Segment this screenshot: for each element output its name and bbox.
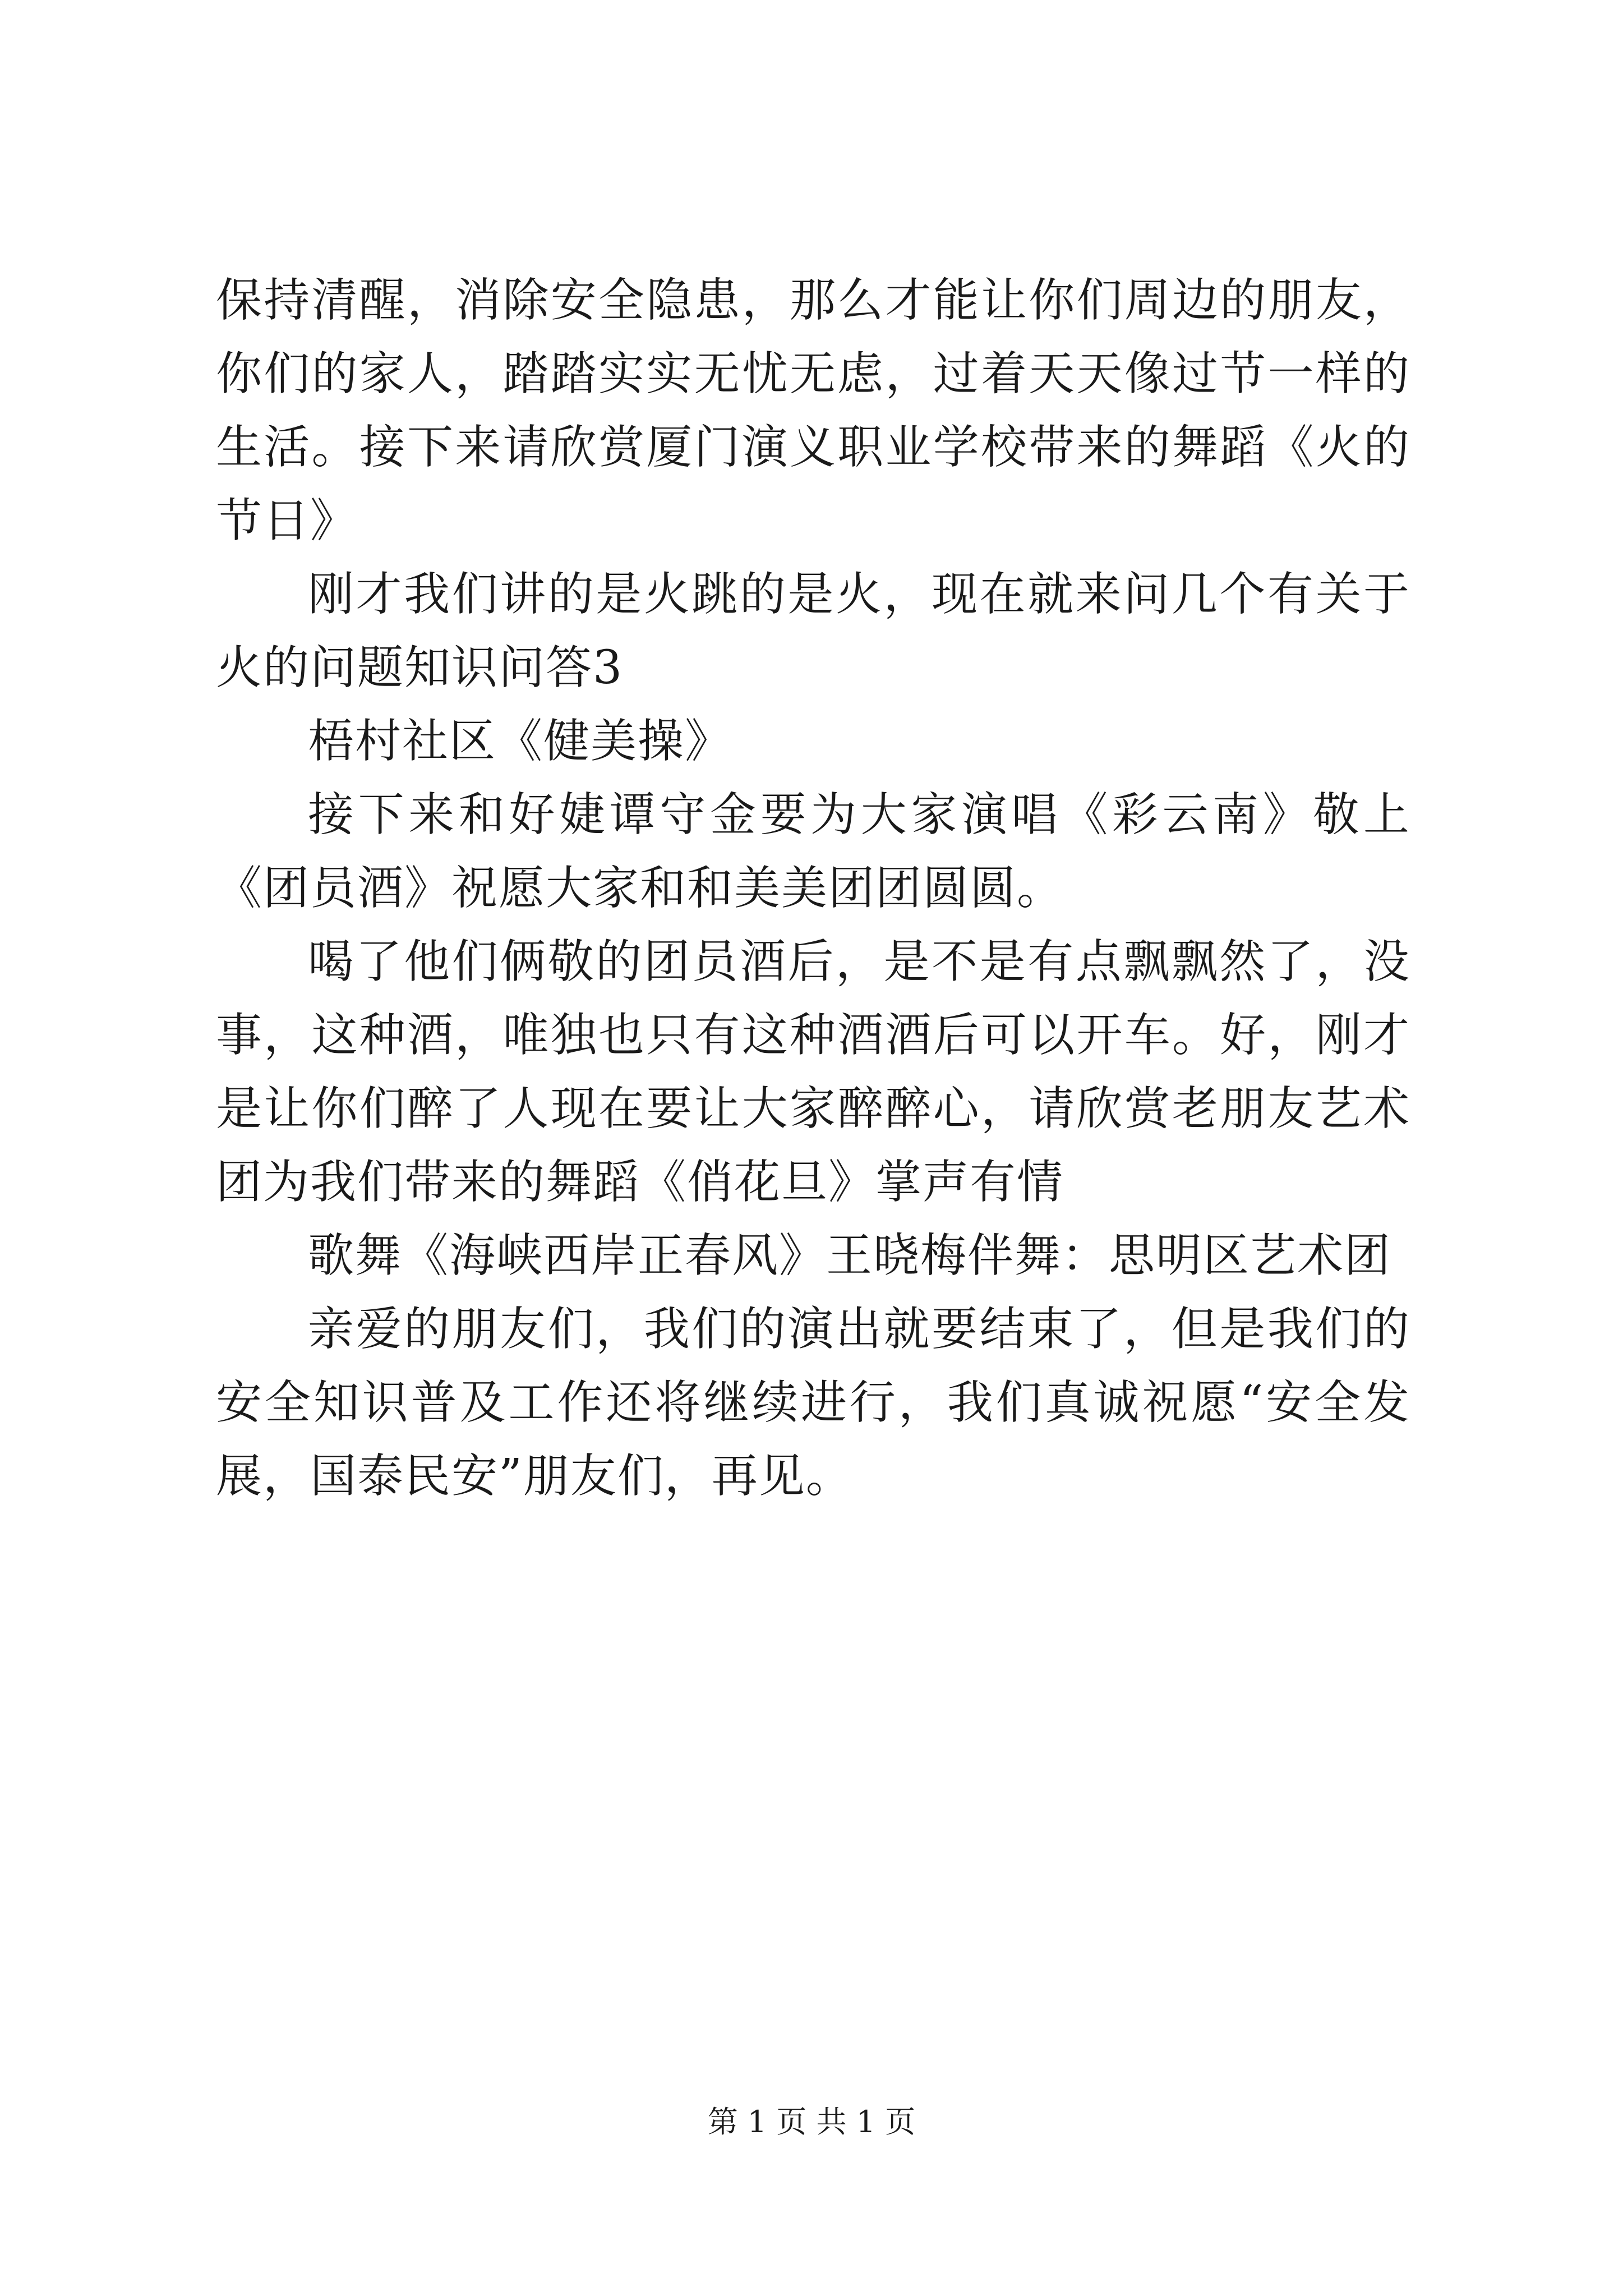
paragraph-quiz-intro: 刚才我们讲的是火跳的是火，现在就来问几个有关于火的问题知识问答3	[216, 568, 1410, 694]
paragraph-dance: 喝了他们俩敬的团员酒后，是不是有点飘飘然了，没事，这种酒，唯独也只有这种酒酒后可以开车。好，刚才是让你们醉了人现在要让大家醉醉心，请欣赏老朋友艺术团为我们带来的舞蹈《俏花旦》掌声有情	[216, 935, 1410, 1209]
paragraph-continued: 保持清醒，消除安全隐患，那么才能让你们周边的朋友，你们的家人，踏踏实实无忧无虑，过着天天像过节一样的生活。接下来请欣赏厦门演义职业学校带来的舞蹈《火的节日》	[216, 274, 1410, 547]
paragraph-aerobics: 梧村社区《健美操》	[308, 715, 732, 768]
paragraph-song: 接下来和好婕谭守金要为大家演唱《彩云南》敬上《团员酒》祝愿大家和和美美团团圆圆。	[216, 788, 1410, 915]
paragraph-song-dance: 歌舞《海峡西岸正春风》王晓梅伴舞：思明区艺术团	[308, 1229, 1392, 1282]
paragraph-closing: 亲爱的朋友们，我们的演出就要结束了，但是我们的安全知识普及工作还将继续进行，我们真诚祝愿“安全发展，国泰民安”朋友们，再见。	[216, 1303, 1410, 1503]
document-body	[216, 264, 1410, 1513]
page-number-footer: 第 1 页 共 1 页	[707, 2104, 916, 2139]
